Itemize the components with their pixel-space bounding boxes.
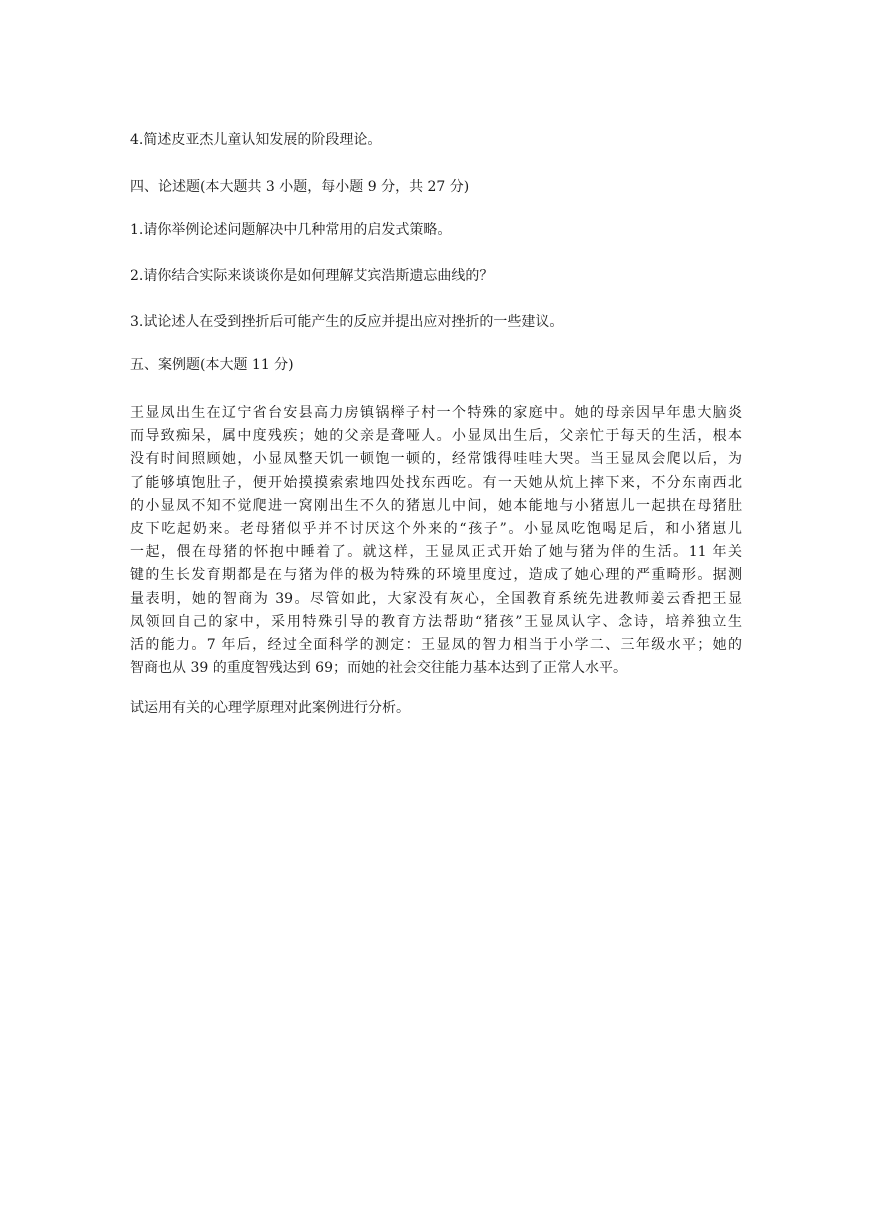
case-line: 一起，偎在母猪的怀抱中睡着了。就这样，王显凤正式开始了她与猪为伴的生活。11 年关 [130,544,742,561]
case-line: 皮下吃起奶来。老母猪似乎并不讨厌这个外来的“孩子”。小显凤吃饱喝足后，和小猪崽儿 [130,520,742,537]
case-line: 键的生长发育期都是在与猪为伴的极为特殊的环境里度过，造成了她心理的严重畸形。据测 [130,567,742,584]
case-line: 没有时间照顾她，小显凤整天饥一顿饱一顿的，经常饿得哇哇大哭。当王显凤会爬以后，为 [130,451,742,468]
case-paragraph [130,402,742,680]
section-4-item-1: 1.请你举例论述问题解决中几种常用的启发式策略。 [130,222,452,238]
question-4: 4.简述皮亚杰儿童认知发展的阶段理论。 [130,132,382,148]
case-line: 凤领回自己的家中，采用特殊引导的教育方法帮助“猪孩”王显凤认字、念诗，培养独立生 [130,613,742,630]
case-line: 智商也从 39 的重度智残达到 69；而她的社会交往能力基本达到了正常人水平。 [130,660,627,677]
case-line: 而导致痴呆，属中度残疾；她的父亲是聋哑人。小显凤出生后，父亲忙于每天的生活，根本 [130,428,742,445]
case-line: 量表明，她的智商为 39。尽管如此，大家没有灰心，全国教育系统先进教师姜云香把王显 [130,590,742,607]
section-5-heading-placeholder: 3.试论述人在受到挫折后可能产生的反应并提出应对挫折的一些建议。 [130,314,564,330]
case-line: 的小显凤不知不觉爬进一窝刚出生不久的猪崽儿中间，她本能地与小猪崽儿一起拱在母猪肚 [130,497,742,514]
section-5-heading: 五、案例题(本大题 11 分) [130,357,294,373]
case-line: 活的能力。7 年后，经过全面科学的测定：王显凤的智力相当于小学二、三年级水平；她的 [130,636,742,653]
case-line: 了能够填饱肚子，便开始摸摸索索地四处找东西吃。有一天她从炕上摔下来，不分东南西北 [130,474,742,491]
section-4-heading: 四、论述题(本大题共 3 小题，每小题 9 分，共 27 分) [130,179,470,195]
case-question: 试运用有关的心理学原理对此案例进行分析。 [130,700,410,716]
case-line: 王显凤出生在辽宁省台安县高力房镇锅榉子村一个特殊的家庭中。她的母亲因早年患大脑炎 [130,405,742,421]
section-4-item-2: 2.请你结合实际来谈谈你是如何理解艾宾浩斯遗忘曲线的？ [130,268,494,284]
